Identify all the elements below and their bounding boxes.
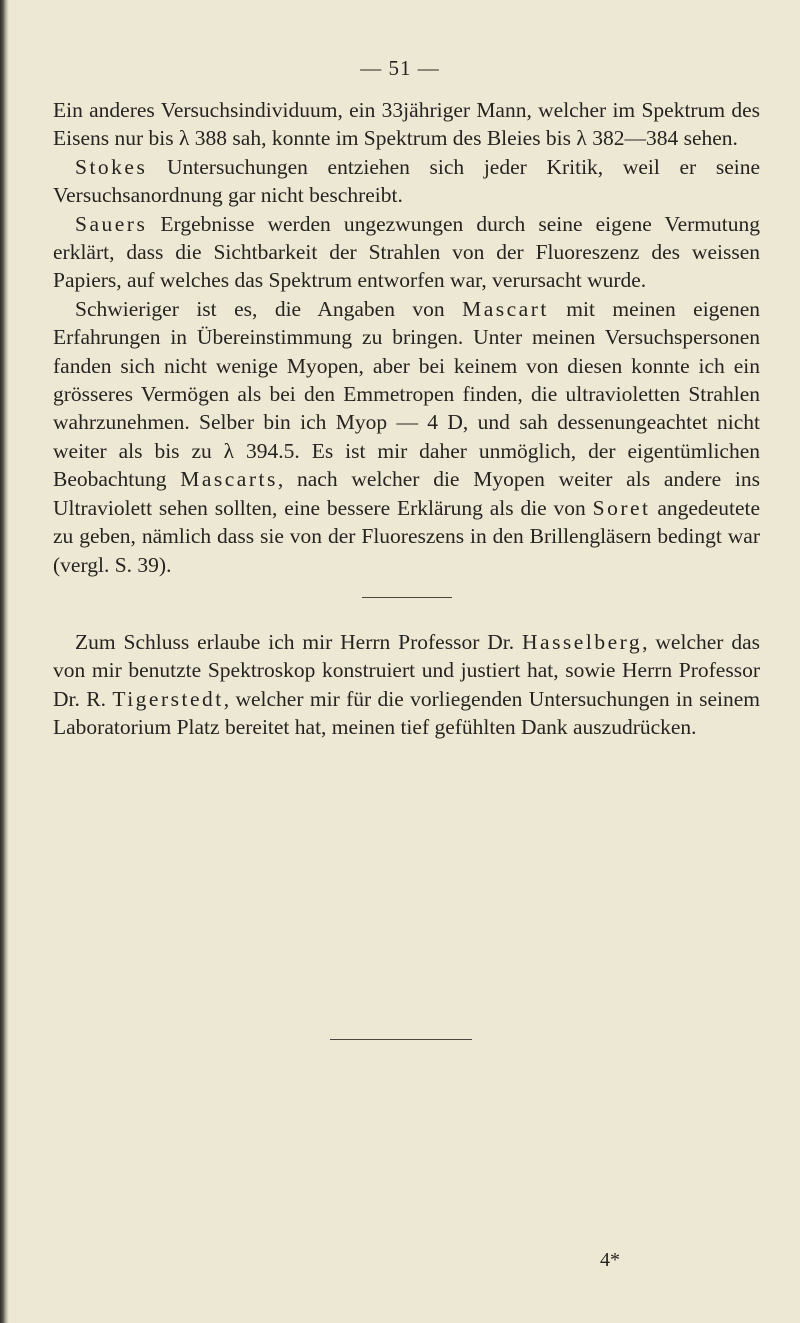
author-name: Sauers	[75, 211, 148, 236]
page-number: — 51 —	[360, 56, 440, 80]
paragraph-text: Zum Schluss erlaube ich mir Herrn Professor Dr.	[75, 629, 522, 654]
paragraph-text: , welcher mir für die vorliegenden Untersuchungen in seinem Laboratorium Platz bereitet hat, meinen tief gefühlten Dank auszudrücken.	[53, 686, 760, 740]
body-text	[53, 96, 760, 742]
author-name: Stokes	[75, 154, 148, 179]
person-name: Hasselberg	[522, 629, 643, 654]
paragraph-text: Ergebnisse werden ungezwungen durch seine eigene Vermutung erklärt, dass die Sichtbarkeit der Strahlen von der Fluoreszenz des weissen Papiers, auf welches das Spektrum entworfen war, verursacht wurde.	[53, 211, 760, 293]
paragraph-text: , nach welcher die Myopen weiter als andere ins Ultraviolett sehen sollten, eine bessere Erklärung als die von	[53, 467, 760, 520]
section-separator	[362, 597, 452, 598]
paragraph-text: , welcher das von mir benutzte Spektroskop konstruiert und justiert hat, sowie Herrn Professor Dr. R.	[53, 629, 760, 711]
signature-mark: 4*	[600, 1249, 620, 1271]
paragraph-text: Ein anderes Versuchsindividuum, ein 33jähriger Mann, welcher im Spektrum des Eisens nur bis λ 388 sah, konnte im Spektrum des Bleies bis λ 382—384 sehen.	[53, 98, 760, 151]
paragraph-text: Untersuchungen entziehen sich jeder Kritik, weil er seine Versuchsanordnung gar nicht beschreibt.	[53, 154, 760, 208]
paragraph	[53, 153, 760, 210]
paragraph-text: angedeutete zu geben, nämlich dass sie von der Fluoreszens in den Brillengläsern bedingt war (vergl. S. 39).	[53, 495, 760, 577]
page-binding-edge	[0, 0, 9, 1323]
paragraph	[53, 210, 760, 295]
paragraph-text: mit meinen eigenen Erfahrungen in Übereinstimmung zu bringen. Unter meinen Versuchspersonen fanden sich nicht wenige Myopen, aber bei keinem von diesen konnte ich ein grösseres Vermögen als bei den Emmetropen finden, die ultravioletten Strahlen wahrzunehmen. Selber bin ich Myop — 4 D, und sah dessenungeachtet nicht weiter als bis zu λ 394.5. Es ist mir daher unmöglich, der eigentümlichen Beobachtung	[53, 296, 761, 492]
person-name: Tigerstedt	[112, 686, 224, 711]
paragraph	[53, 628, 760, 742]
paragraph	[53, 96, 760, 153]
author-name: Soret	[592, 495, 651, 520]
paragraph-text: Schwieriger ist es, die Angaben von	[75, 296, 463, 321]
author-name: Mascart	[462, 296, 549, 321]
paragraph	[53, 295, 760, 579]
end-rule	[330, 1039, 472, 1040]
author-name: Mascarts	[180, 467, 278, 492]
